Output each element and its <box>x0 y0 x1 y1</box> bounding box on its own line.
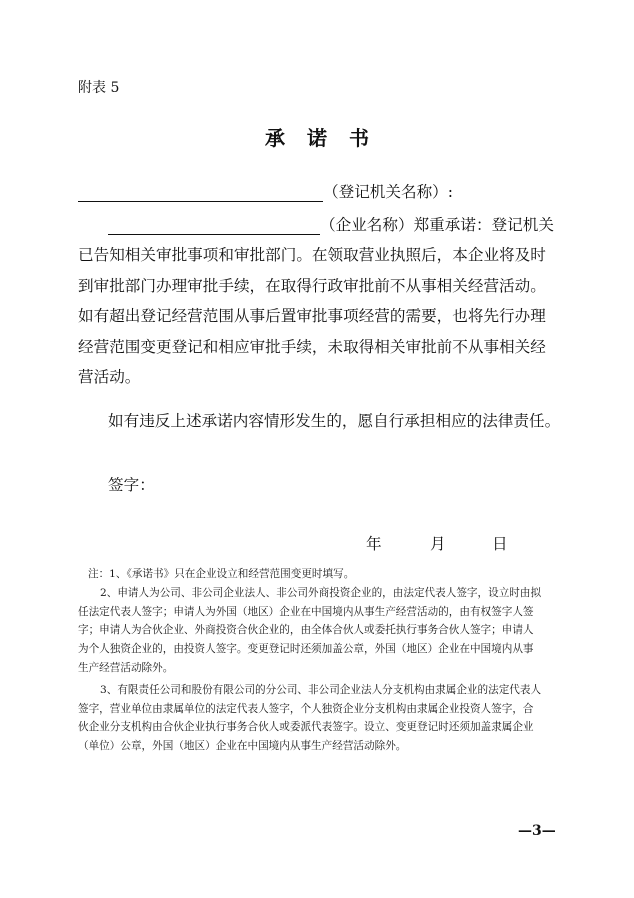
note-2 <box>78 584 558 678</box>
registry-authority-blank[interactable] <box>78 183 323 202</box>
liability-paragraph: 如有违反上述承诺内容情形发生的，愿自行承担相应的法律责任。 <box>108 412 561 430</box>
company-name-blank[interactable] <box>108 216 320 235</box>
note-2-line-4: 为个人独资企业的，由投资人签字。变更登记时还须加盖公章，外国（地区）企业在中国境内从事 <box>78 643 534 656</box>
note-2-line-3: 字；申请人为合伙企业、外商投资合伙企业的，由全体合伙人或委托执行事务合伙人签字；申请人 <box>78 624 534 637</box>
commitment-paragraph <box>78 240 558 393</box>
para1-line-2: 已告知相关审批事项和审批部门。在领取营业执照后，本企业将及时 <box>78 246 546 264</box>
note-2-line-2: 任法定代表人签字；申请人为外国（地区）企业在中国境内从事生产经营活动的，由有权签字人签 <box>78 605 534 618</box>
note-3-line-4: （单位）公章，外国（地区）企业在中国境内从事生产经营活动除外。 <box>78 740 407 753</box>
note-3 <box>78 681 558 756</box>
annex-label: 附表 5 <box>78 80 120 96</box>
date-day: 日 <box>492 535 508 553</box>
note-3-line-3: 伙企业分支机构由合伙企业执行事务合伙人或委派代表签字。设立、变更登记时还须加盖隶属企业 <box>78 721 534 734</box>
registry-authority-row <box>78 182 453 202</box>
registry-authority-label: （登记机关名称）: <box>323 183 454 201</box>
note-3-line-2: 签字，营业单位由隶属单位的法定代表人签字，个人独资企业分支机构由隶属企业投资人签字，合 <box>78 702 534 715</box>
note-3-line-1: 3、有限责任公司和股份有限公司的分公司、非公司企业法人分支机构由隶属企业的法定代表人 <box>100 684 542 696</box>
para1-line-6: 营活动。 <box>78 368 141 386</box>
para1-line-4: 如有超出登记经营范围从事后置审批事项经营的需要，也将先行办理 <box>78 307 546 325</box>
para1-line-5: 经营范围变更登记和相应审批手续，未取得相关审批前不从事相关经 <box>78 337 546 356</box>
company-name-row <box>108 215 554 235</box>
note-2-line-1: 2、申请人为公司、非公司企业法人、非公司外商投资企业的，由法定代表人签字，设立时由拟 <box>100 587 542 599</box>
date-year: 年 <box>366 535 382 553</box>
note-1 <box>88 565 568 584</box>
page-number: —3— <box>518 823 556 839</box>
para1-line-3: 到审批部门办理审批手续，在取得行政审批前不从事相关经营活动。 <box>78 276 546 295</box>
note-2-line-5: 生产经营活动除外。 <box>78 661 174 674</box>
note-1-text: 注：1、《承诺书》只在企业设立和经营范围变更时填写。 <box>88 568 355 580</box>
page-title: 承诺书 <box>265 126 391 150</box>
para1-line-1: （企业名称）郑重承诺：登记机关 <box>320 216 554 234</box>
date-month: 月 <box>430 535 446 553</box>
signature-label: 签字： <box>108 476 155 494</box>
